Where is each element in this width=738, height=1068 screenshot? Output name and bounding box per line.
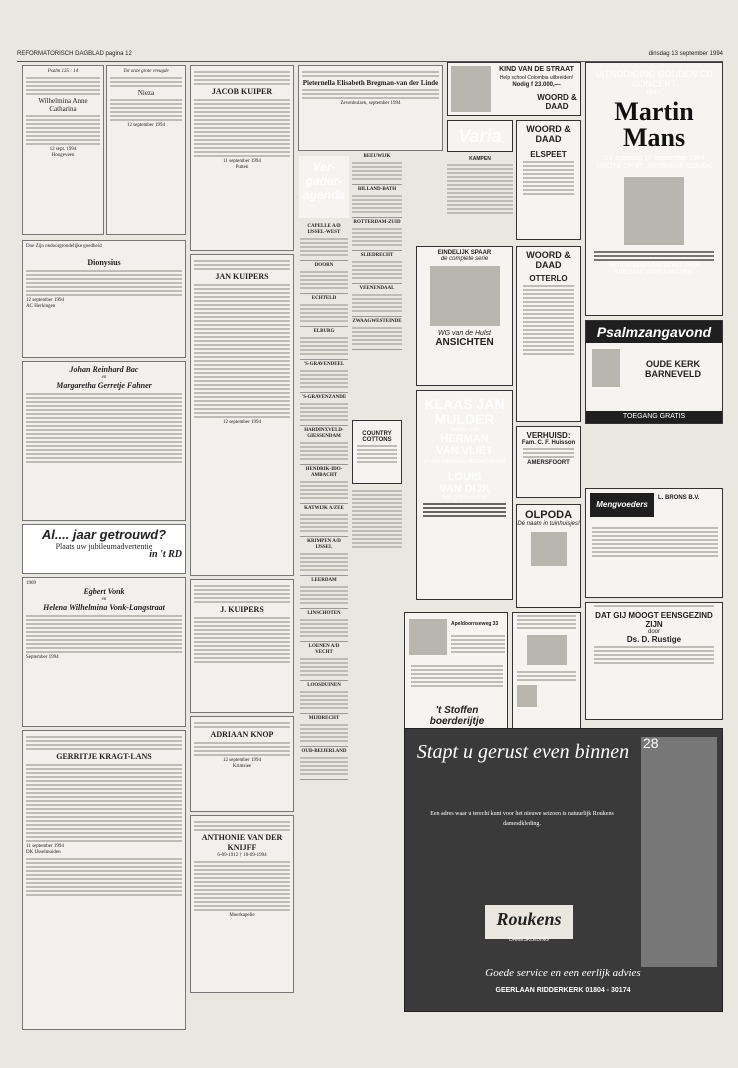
agenda-list-2 — [352, 152, 402, 412]
obituary-ad-3 — [190, 254, 294, 576]
ad-names: JAN KUIPERS — [215, 272, 269, 281]
agenda-entry — [300, 327, 348, 360]
varia-header — [447, 120, 513, 152]
mengvoeders-name: L. BRONS B.V. — [658, 495, 700, 501]
roukens-fashion-ad — [404, 728, 723, 1012]
country-title: COUNTRY COTTONS — [362, 431, 392, 443]
ad-names2: Helena Wilhelmina Vonk-Langstraat — [43, 603, 165, 612]
varia-title: Varia — [458, 126, 502, 146]
agenda-entry-text — [352, 261, 402, 279]
ad-names: ANTHONIE VAN DER KNIJFF — [201, 833, 283, 852]
ad-names2: Margaretha Gerretje Fahner — [56, 381, 152, 390]
agenda-entry — [300, 426, 348, 465]
ad-date: 6-09-1912 † 10-09-1994 — [217, 853, 267, 858]
ad-date: Zevenbuizen, september 1994 — [340, 101, 401, 106]
klaas-line2: MULDER — [434, 411, 495, 427]
agenda-entry — [300, 681, 348, 714]
ad-quote: Doe Zijn ondoorgrondelijke goedheid — [26, 244, 102, 249]
klaas-line9: één piano-recital — [442, 495, 487, 501]
verhuisd-title: VERHUISD: — [526, 431, 571, 440]
anniversary-ad — [22, 577, 186, 727]
agenda-entry — [300, 360, 348, 393]
ad-date: September 1994 — [26, 655, 59, 660]
agenda-entry-text — [300, 442, 348, 460]
header-left: REFORMATORISCH DAGBLAD pagina 12 — [17, 51, 132, 57]
country-cottons-ad — [352, 420, 402, 484]
stoffen-boerderijtje-ad — [404, 612, 508, 736]
running-header — [17, 49, 723, 62]
agenda-entry-text — [352, 294, 402, 312]
agenda-entry-text — [352, 327, 402, 345]
agenda-entry-text — [300, 337, 348, 355]
agenda-entry — [352, 218, 402, 251]
column-1-wide — [22, 240, 186, 1033]
ad-place: Hoogeveen — [51, 153, 75, 158]
agenda-entry-text — [300, 658, 348, 676]
agenda-list-1 — [300, 222, 348, 1022]
ad-names: J. KUIPERS — [220, 605, 264, 614]
stoffen-brand: 't Stoffen boerderijtje — [429, 705, 485, 727]
mengvoeders-brand: Mengvoeders — [590, 493, 654, 517]
ad-place: Krimsiee — [232, 764, 252, 769]
obituary-ad-1 — [22, 730, 186, 1030]
kampen-entry — [447, 156, 513, 240]
ad-names: Dionysius — [87, 258, 121, 267]
olpoda-ad — [516, 504, 581, 608]
agenda-entry-place: DOORN — [314, 263, 334, 268]
agenda-entry — [352, 284, 402, 317]
agenda-entry-text — [300, 238, 348, 256]
obituary-ad-2 — [190, 65, 294, 251]
agenda-entry — [352, 317, 402, 350]
roukens-house-number: 28 — [643, 735, 659, 751]
verhuisd-name: Fam. C. F. Huisson — [521, 440, 576, 446]
agenda-entry — [300, 504, 348, 537]
agenda-entry — [300, 537, 348, 576]
agenda-entry-place: LEERDAM — [311, 578, 337, 583]
kind-sub: Help school Colombia uitbreiden! — [499, 75, 574, 81]
klaas-line5: VAN VLIET — [436, 445, 493, 457]
agenda-entry-text — [300, 403, 348, 421]
agenda-entry-place: 'S-GRAVENDEEL — [303, 362, 345, 367]
column-1b — [106, 65, 186, 238]
agenda-entry-place: OUD-BEIJERLAND — [301, 749, 347, 754]
ad-year: 1969 — [26, 581, 36, 586]
agenda-entry — [300, 714, 348, 747]
ad-names: Johan Reinhard Bac — [69, 365, 139, 374]
agenda-entry-text — [300, 619, 348, 637]
ad-date: 12 september 1994 — [222, 758, 262, 763]
roukens-address: GEERLAAN RIDDERKERK 01804 - 30174 — [495, 987, 631, 994]
ad-place: Moerkapelle — [229, 913, 255, 918]
agenda-entry-text — [300, 757, 348, 775]
agenda-entry-text — [300, 370, 348, 388]
agenda-entry-text — [300, 553, 348, 571]
agenda-filler — [352, 488, 402, 600]
concert-date: DV zaterdag 17 september 1994 — [603, 155, 705, 162]
promo-title: Al.... jaar getrouwd? — [41, 527, 167, 542]
promo-sub: Plaats uw jubileumadvertentie — [55, 542, 153, 551]
ad-quote: Psalm 135 : 14 — [47, 69, 79, 74]
obituary-ad-6 — [190, 815, 294, 993]
agenda-entry-place: BEEUWIJK — [363, 154, 391, 159]
agenda-entry-place: BILLAND-BATH — [357, 187, 397, 192]
agenda-entry-place: CAPELLE A/D IJSSEL-WEST — [307, 224, 341, 235]
agenda-entry-place: MIJDRECHT — [308, 716, 340, 721]
agenda-entry — [300, 609, 348, 642]
agenda-entry-place: ELBURG — [313, 329, 335, 334]
agenda-entry — [352, 251, 402, 284]
agenda-entry-text — [300, 481, 348, 499]
ad-date: 12 september 1994 — [126, 123, 166, 128]
agenda-entry-place: LINSCHOTEN — [307, 611, 341, 616]
ad-names: ADRIAAN KNOP — [210, 730, 274, 739]
agenda-entry-text — [300, 724, 348, 742]
agenda-entry-place: 'S-GRAVENZANDE — [301, 395, 347, 400]
column-2 — [190, 65, 294, 996]
agenda-entry-place: ROTTERDAM-ZUID — [353, 220, 401, 225]
verhuisd-ad — [516, 426, 581, 498]
ad-en: en — [101, 375, 107, 380]
ad-date: 11 september 1994 — [223, 159, 261, 164]
agenda-entry-place: VEENENDAAL — [359, 286, 395, 291]
ad-en: en — [101, 597, 107, 602]
olpoda-brand: OLPODA — [524, 509, 573, 521]
martin-mans-concert-ad — [585, 62, 723, 316]
woord-place: ELSPEET — [530, 150, 567, 159]
column-3 — [298, 65, 443, 154]
agenda-entry — [300, 576, 348, 609]
agenda-entry-text — [300, 514, 348, 532]
psalm-footer: TOEGANG GRATIS — [586, 411, 722, 423]
agenda-entry — [300, 465, 348, 504]
roukens-headline: Stapt u gerust even binnen — [416, 741, 630, 763]
shed-photo — [531, 532, 567, 566]
woord-daad-otterlo-ad — [516, 246, 581, 422]
woman-photo — [641, 737, 717, 967]
agenda-header — [299, 156, 349, 218]
agenda-entry — [300, 222, 348, 261]
roukens-sub: DAMESKLEDING — [509, 937, 549, 943]
olpoda-sub: Dé naam in tuinhuisjes! — [517, 521, 580, 527]
klaas-jan-mulder-concert-ad — [416, 390, 513, 600]
ad-date: 12 sept. 1994 — [49, 147, 77, 152]
roukens-body: Een adres waar u terecht kunt voor het nieuwe seizoen is natuurlijk Roukens damesdkleding. — [430, 811, 614, 827]
jubilee-promo-ad — [22, 524, 186, 574]
birth-ad-3 — [106, 65, 186, 235]
agenda-entry-place: HENDRIK-IDO-AMBACHT — [305, 467, 343, 478]
agenda-entry — [352, 185, 402, 218]
agenda-entry-text — [300, 271, 348, 289]
klaas-line1: KLAAS JAN — [424, 396, 505, 412]
psalm-sub: OUDE KERK BARNEVELD — [644, 359, 701, 379]
wg-van-de-hulst-ad — [416, 246, 513, 386]
sermon-title: DAT GIJ MOOGT EENSGEZIND ZIJN — [595, 611, 713, 629]
ad-quote: Tot onze grote vreugde — [123, 69, 169, 74]
birth-ad-2 — [22, 240, 186, 358]
agenda-entry-text — [300, 691, 348, 709]
ad-names: Nieza — [137, 89, 155, 97]
wedding-ad — [22, 361, 186, 521]
agenda-entry-place: SLIEDRECHT — [360, 253, 394, 258]
portrait-photo — [624, 177, 684, 245]
stoffen-address: Apeldoornseweg 33 — [451, 621, 499, 627]
agenda-entry-place: KRIMPEN A/D IJSSEL — [307, 539, 341, 550]
agenda-entry-place: LOENEN A/D VECHT — [308, 644, 340, 655]
spaar-sub: de complete serie — [440, 256, 489, 262]
ad-date: 11 september 1994 — [26, 844, 64, 849]
farmhouse-photo — [409, 619, 447, 655]
concert-footer: HET PROGRAMMA BEVAT ZEER SPECIALE IMPROVISATIES! — [608, 263, 700, 276]
kind-van-de-straat-ad — [447, 62, 581, 116]
spaar-brand: EINDELIJK SPAAR — [437, 250, 492, 256]
klaas-line4: HERMAN — [440, 433, 489, 445]
agenda-entry — [300, 393, 348, 426]
ad-place: AC Herkingen — [26, 304, 56, 309]
agenda-entry — [352, 152, 402, 185]
agenda-entry-place: LOOSDUINEN — [307, 683, 341, 688]
psalmzangavond-ad — [585, 320, 723, 424]
sermon-author: Ds. D. Rustige — [626, 635, 682, 644]
kind-brand: WOORD & DAAD — [537, 93, 577, 111]
agenda-entry-place: ECHTELD — [311, 296, 337, 301]
ad-names: Egbert Vonk — [83, 587, 125, 596]
agenda-entry — [300, 642, 348, 681]
sermon-by: door — [647, 629, 660, 635]
spaar-store: WG van de Hulst — [438, 330, 491, 337]
ad-names: Pieternella Elisabeth Bregman-van der Linde — [302, 79, 439, 87]
agenda-entry-text — [300, 586, 348, 604]
mengvoeders-ad — [585, 488, 723, 598]
concert-place: GROTE OF ST. JANSKERK GOUDA — [596, 163, 712, 170]
kampen-title: KAMPEN — [469, 156, 491, 162]
agenda-entry-text — [300, 304, 348, 322]
agenda-entry-text — [352, 228, 402, 246]
column-1 — [22, 65, 104, 238]
obituary-ad-4 — [190, 579, 294, 713]
agenda-entry-place: HARDINXVELD-GIESSENDAM — [304, 428, 344, 439]
agenda-entry-text — [352, 162, 402, 180]
agenda-title: Ver-gader-agenda — [302, 160, 345, 202]
woord-daad-elspeet-ad — [516, 120, 581, 240]
sermon-book-ad — [585, 602, 723, 720]
klaas-line8: VAN DIJK — [439, 483, 490, 495]
ad-place: DK IJsselmuiden — [26, 850, 61, 855]
kind-amount: Nodig f 23.000,— — [512, 82, 561, 88]
ad-names: Wilhelmina Anne Catharina — [38, 97, 88, 113]
klaas-line3: samen met — [449, 427, 480, 433]
agenda-entry — [300, 261, 348, 294]
book-photo — [430, 266, 500, 326]
concert-title: UITNODIGING GOUDEN CD CONCERT — [595, 69, 713, 89]
ad-date: 12 september 1994 — [222, 420, 262, 425]
woord-brand: WOORD & DAAD — [526, 250, 571, 270]
garden-house-photo — [527, 635, 567, 665]
header-right: dinsdag 13 september 1994 — [648, 51, 723, 57]
ad-names: GERRITJE KRAGT-LANS — [56, 752, 152, 761]
kind-title: KIND VAN DE STRAAT — [499, 66, 574, 73]
psalm-title: Psalmzangavond — [586, 321, 722, 343]
woord-brand: WOORD & DAAD — [526, 124, 571, 144]
promo-brand: in 't RD — [149, 549, 182, 560]
spaar-store2: ANSICHTEN — [435, 337, 494, 348]
roukens-logo: Roukens — [485, 905, 573, 939]
obituary-ad-5 — [190, 716, 294, 812]
child-photo — [451, 66, 491, 112]
agenda-entry — [300, 747, 348, 780]
garden-house-ad — [512, 612, 581, 736]
ad-date: 12 september 1994 — [26, 298, 65, 303]
ad-names: JACOB KUIPER — [211, 87, 273, 96]
klaas-line6: in een éénmalig dubbelconcert — [423, 459, 506, 465]
birth-ad-1 — [22, 65, 104, 235]
verhuisd-place: AMERSFOORT — [527, 460, 570, 466]
agenda-entry-place: KATWIJK A/ZEE — [304, 506, 344, 511]
agenda-entry-text — [352, 195, 402, 213]
roukens-slogan: Goede service en een eerlijk advies — [485, 967, 641, 979]
garden-house-photo-2 — [517, 685, 537, 707]
obituary-ad-7 — [298, 65, 443, 151]
woord-place: OTTERLO — [529, 274, 568, 283]
singer-photo — [592, 349, 620, 387]
agenda-entry — [300, 294, 348, 327]
agenda-entry-place: ZWAAGWESTEINDE — [352, 319, 402, 324]
ad-place: Putten — [235, 165, 249, 170]
concert-name: Martin Mans — [592, 99, 716, 151]
klaas-line7: LOUIS — [447, 471, 482, 483]
concert-by: door — [646, 89, 661, 96]
